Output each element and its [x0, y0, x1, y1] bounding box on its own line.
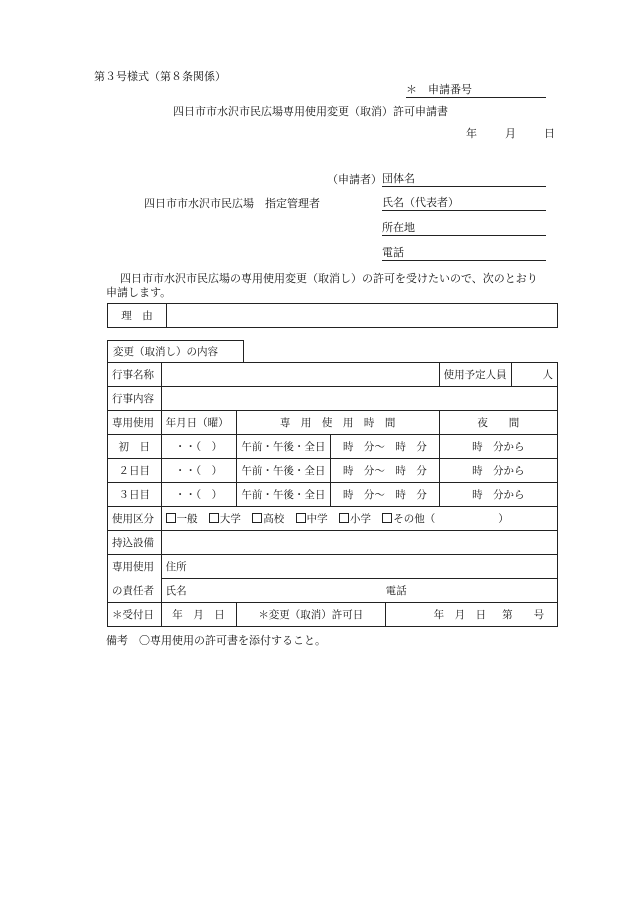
checkbox-icon: [166, 513, 176, 523]
date-month: 月: [505, 127, 516, 140]
day-row: [108, 435, 558, 459]
responsible-label-2: の責任者: [108, 579, 162, 603]
day-label: ３日目: [108, 483, 162, 507]
responsible-address-row: [108, 555, 558, 579]
equipment-row: [108, 531, 558, 555]
day-date-input[interactable]: ・・（ ）: [161, 435, 236, 459]
category-option-label: 中学: [306, 513, 328, 525]
day-row: [108, 483, 558, 507]
event-name-input[interactable]: [161, 363, 439, 387]
responsible-name-row: [108, 579, 558, 603]
day-time-input[interactable]: 時 分～ 時 分: [331, 483, 439, 507]
permit-date-label: ＊変更（取消）許可日: [236, 603, 386, 627]
equipment-label: 持込設備: [108, 531, 162, 555]
category-option-label: 小学: [349, 513, 371, 525]
date-day: 日: [544, 127, 555, 140]
representative-name-field[interactable]: [382, 197, 546, 211]
responsible-name-label: 氏名: [165, 585, 187, 597]
reason-table: [107, 303, 558, 328]
date-weekday-header: 年月日（曜）: [161, 411, 236, 435]
reason-input[interactable]: [167, 304, 558, 328]
official-use-row: [108, 603, 558, 627]
addressee: 四日市市水沢市民広場 指定管理者: [144, 197, 320, 210]
group-name-label: 団体名: [382, 172, 415, 185]
category-checkbox-other[interactable]: [382, 511, 509, 526]
planned-users-label: 使用予定人員: [439, 363, 511, 387]
checkbox-icon: [382, 513, 392, 523]
event-content-label: 行事内容: [108, 387, 162, 411]
category-options: [161, 507, 557, 531]
checkbox-icon: [209, 513, 219, 523]
permit-date-cell: [386, 603, 558, 627]
phone-field[interactable]: [382, 247, 546, 261]
category-option-label: その他（ ）: [393, 513, 509, 525]
category-checkbox-university[interactable]: [209, 511, 241, 526]
application-date: [466, 128, 555, 139]
form-number: 第３号様式（第８条関係）: [94, 70, 226, 83]
day-period-select[interactable]: 午前・午後・全日: [236, 459, 331, 483]
day-label: 初 日: [108, 435, 162, 459]
category-checkbox-high-school[interactable]: [252, 511, 284, 526]
schedule-header-row: [108, 411, 558, 435]
received-date-label: ＊受付日: [108, 603, 162, 627]
intro-line-1: 四日市市水沢市民広場の専用使用変更（取消し）の許可を受けたいので、次のとおり: [120, 272, 538, 285]
address-label: 所在地: [382, 221, 415, 234]
event-name-row: [108, 363, 558, 387]
use-time-header: 専 用 使 用 時 間: [236, 411, 439, 435]
equipment-input[interactable]: [161, 531, 557, 555]
permit-date-value: 年 月 日: [433, 609, 487, 621]
application-number-field[interactable]: [406, 84, 546, 98]
address-field[interactable]: [382, 222, 546, 236]
category-row: [108, 507, 558, 531]
phone-label: 電話: [382, 246, 404, 259]
representative-name-label: 氏名（代表者）: [382, 196, 459, 209]
checkbox-icon: [296, 513, 306, 523]
event-content-input[interactable]: [161, 387, 557, 411]
checkbox-icon: [252, 513, 262, 523]
responsible-address-input[interactable]: [161, 555, 557, 579]
day-night-input[interactable]: 時 分から: [439, 435, 557, 459]
intro-line-2: 申請します。: [106, 286, 172, 299]
document-title: 四日市市水沢市民広場専用使用変更（取消）許可申請書: [173, 105, 448, 118]
applicant-role-label: （申請者）: [327, 173, 382, 186]
day-night-input[interactable]: 時 分から: [439, 459, 557, 483]
date-year: 年: [466, 127, 477, 140]
reason-label: 理 由: [108, 304, 167, 328]
day-night-input[interactable]: 時 分から: [439, 483, 557, 507]
received-date-value: 年 月 日: [161, 603, 236, 627]
day-period-select[interactable]: 午前・午後・全日: [236, 483, 331, 507]
responsible-name-input[interactable]: [161, 579, 386, 603]
day-date-input[interactable]: ・・（ ）: [161, 459, 236, 483]
category-checkbox-junior-high[interactable]: [296, 511, 328, 526]
day-time-input[interactable]: 時 分～ 時 分: [331, 459, 439, 483]
permit-number: 第 号: [502, 609, 545, 621]
night-header: 夜 間: [439, 411, 557, 435]
category-checkbox-elementary[interactable]: [339, 511, 371, 526]
category-label: 使用区分: [108, 507, 162, 531]
event-content-row: [108, 387, 558, 411]
day-period-select[interactable]: 午前・午後・全日: [236, 435, 331, 459]
application-number-label: ＊ 申請番号: [406, 83, 472, 96]
remarks-note: 備考 〇専用使用の許可書を添付すること。: [106, 634, 326, 647]
category-checkbox-general[interactable]: [166, 511, 198, 526]
responsible-label-1: 専用使用: [108, 555, 162, 579]
responsible-address-label: 住所: [165, 561, 187, 573]
day-label: ２日目: [108, 459, 162, 483]
event-name-label: 行事名称: [108, 363, 162, 387]
responsible-phone-input[interactable]: [386, 579, 558, 603]
details-table: [107, 362, 558, 627]
category-option-label: 高校: [263, 513, 285, 525]
planned-users-input[interactable]: [511, 363, 557, 387]
category-option-label: 一般: [176, 513, 198, 525]
day-row: [108, 459, 558, 483]
persons-unit: 人: [542, 369, 553, 381]
responsible-phone-label: 電話: [385, 585, 407, 597]
checkbox-icon: [339, 513, 349, 523]
group-name-field[interactable]: [382, 173, 546, 187]
day-date-input[interactable]: ・・（ ）: [161, 483, 236, 507]
section-title: 変更（取消し）の内容: [107, 340, 244, 363]
category-option-label: 大学: [219, 513, 241, 525]
exclusive-use-label: 専用使用: [108, 411, 162, 435]
day-time-input[interactable]: 時 分～ 時 分: [331, 435, 439, 459]
